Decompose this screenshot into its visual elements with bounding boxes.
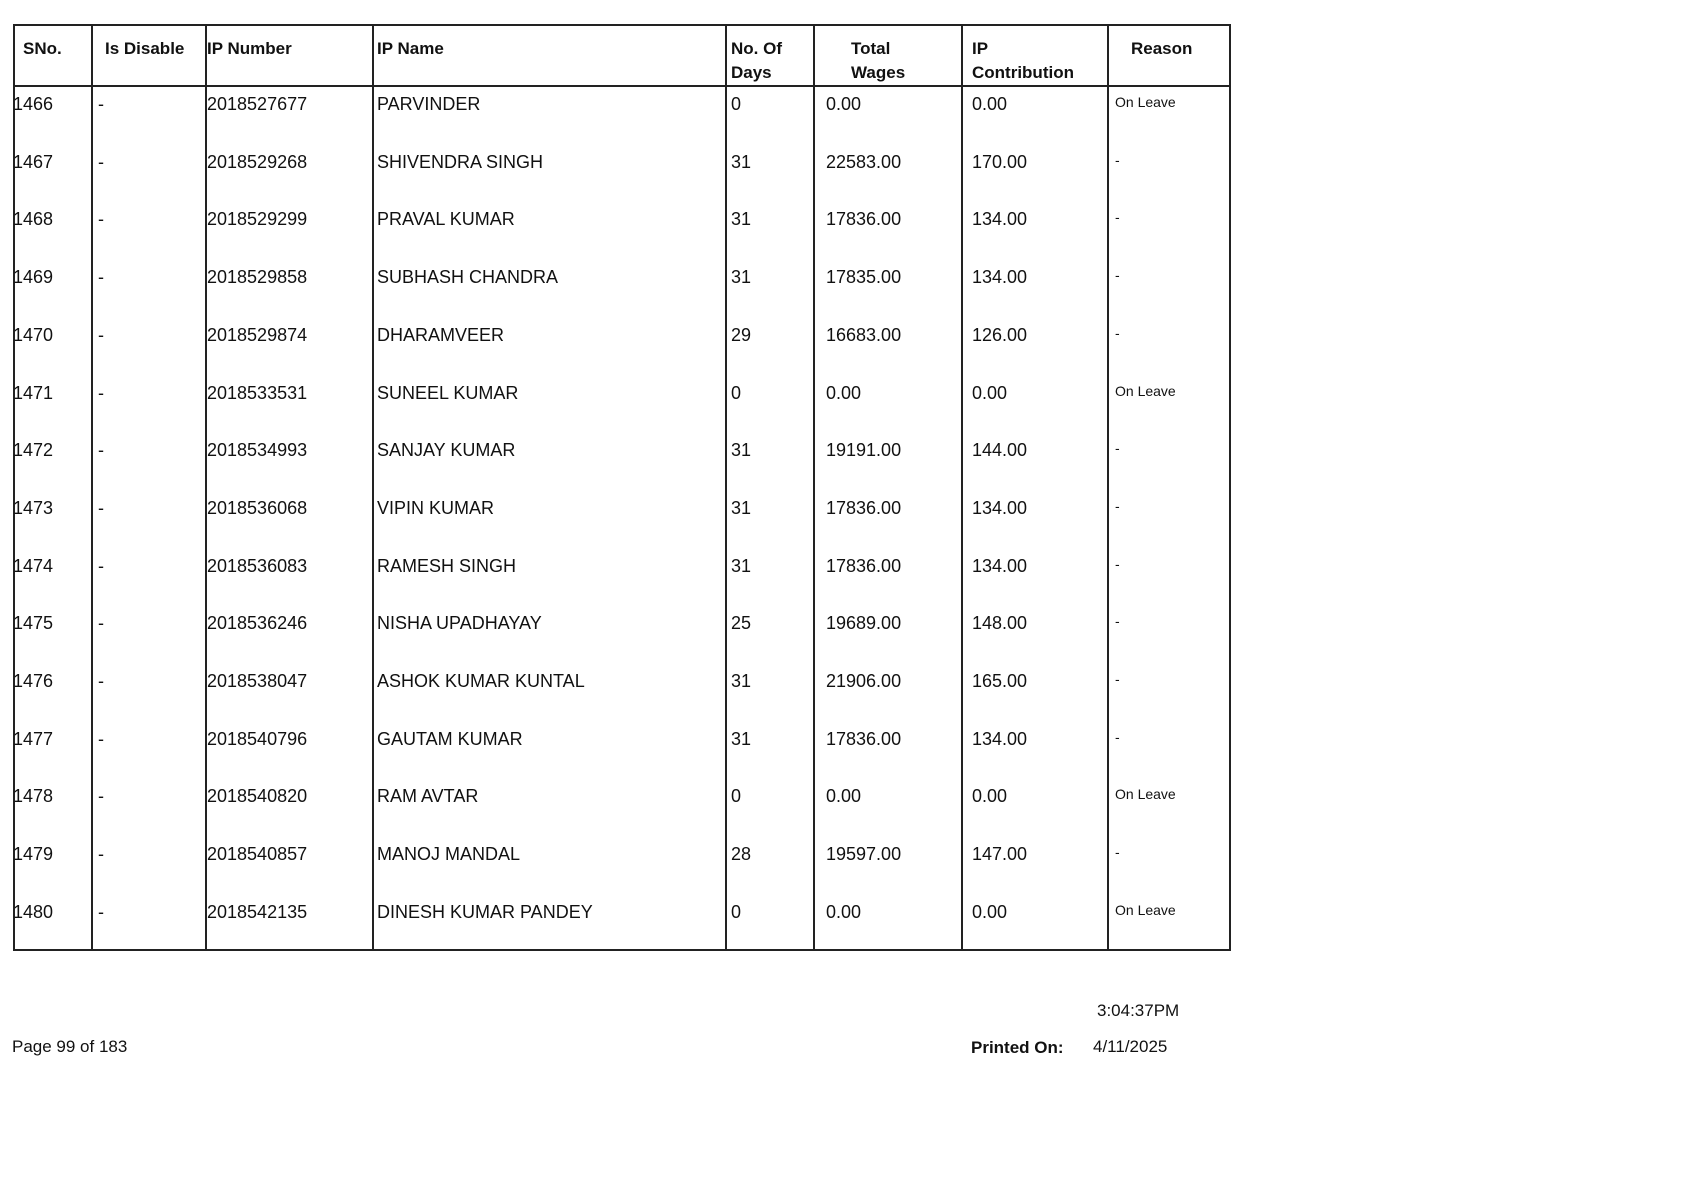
cell-is-disable: -	[98, 324, 104, 345]
header-ip-number: IP Number	[207, 39, 292, 58]
cell-is-disable: -	[98, 786, 104, 807]
cell-wages: 0.00	[826, 901, 862, 922]
header-contribution-line2: Contribution	[972, 63, 1074, 82]
table-row	[15, 318, 1229, 376]
table-row	[15, 433, 1229, 491]
table-row	[15, 549, 1229, 607]
cell-reason: -	[1115, 151, 1120, 168]
cell-ip-number: 2018529874	[207, 324, 308, 345]
cell-ip-number: 2018542135	[207, 901, 308, 922]
cell-sno: 1472	[13, 440, 54, 461]
cell-is-disable: -	[98, 382, 104, 403]
table-row	[15, 779, 1229, 837]
cell-days: 0	[731, 901, 742, 922]
cell-reason: On Leave	[1115, 382, 1176, 399]
cell-ip-name: RAM AVTAR	[377, 786, 479, 807]
cell-sno: 1480	[13, 901, 54, 922]
cell-sno: 1467	[13, 151, 54, 172]
table-row	[15, 376, 1229, 434]
cell-days: 0	[731, 786, 742, 807]
cell-reason: -	[1115, 671, 1120, 687]
cell-ip-number: 2018529268	[207, 151, 308, 172]
cell-is-disable: -	[98, 901, 104, 922]
cell-reason: -	[1115, 324, 1120, 341]
cell-ip-number: 2018540796	[207, 728, 308, 749]
cell-is-disable: -	[98, 151, 104, 172]
cell-sno: 1469	[13, 267, 54, 288]
cell-is-disable: -	[98, 671, 104, 691]
cell-sno: 1478	[13, 786, 54, 807]
cell-days: 31	[731, 151, 752, 172]
printed-date: 4/11/2025	[1093, 1037, 1168, 1056]
cell-contribution: 126.00	[972, 324, 1028, 345]
cell-is-disable: -	[98, 209, 104, 230]
table-row	[15, 87, 1229, 145]
printed-on-label: Printed On:	[971, 1038, 1064, 1057]
cell-days: 25	[731, 613, 752, 634]
cell-ip-number: 2018540820	[207, 786, 308, 807]
cell-reason: On Leave	[1115, 901, 1176, 918]
table-row	[15, 145, 1229, 203]
cell-ip-name: DINESH KUMAR PANDEY	[377, 901, 593, 922]
cell-reason: -	[1115, 613, 1120, 630]
cell-ip-number: 2018536246	[207, 613, 308, 634]
cell-days: 0	[731, 94, 742, 114]
header-days-line2: Days	[731, 63, 772, 82]
cell-ip-name: ASHOK KUMAR KUNTAL	[377, 671, 585, 691]
cell-ip-name: NISHA UPADHAYAY	[377, 613, 542, 634]
cell-is-disable: -	[98, 728, 104, 749]
table-row	[15, 895, 1229, 953]
printed-time: 3:04:37PM	[1097, 1001, 1180, 1020]
cell-contribution: 134.00	[972, 497, 1028, 518]
cell-ip-name: VIPIN KUMAR	[377, 497, 495, 518]
cell-contribution: 165.00	[972, 671, 1028, 691]
cell-ip-name: SUBHASH CHANDRA	[377, 267, 559, 288]
cell-contribution: 0.00	[972, 786, 1008, 807]
cell-ip-name: SUNEEL KUMAR	[377, 382, 519, 403]
cell-wages: 17836.00	[826, 728, 902, 749]
header-is-disable: Is Disable	[105, 39, 185, 58]
cell-sno: 1470	[13, 324, 54, 345]
table-row	[15, 722, 1229, 780]
cell-sno: 1475	[13, 613, 54, 634]
table-row	[15, 491, 1229, 549]
cell-is-disable: -	[98, 844, 104, 865]
table-row	[15, 260, 1229, 318]
cell-reason: -	[1115, 497, 1120, 514]
header-sno: SNo.	[23, 39, 62, 58]
page-indicator: Page 99 of 183	[12, 1037, 128, 1056]
cell-days: 31	[731, 209, 752, 230]
cell-reason: -	[1115, 440, 1120, 457]
cell-wages: 17836.00	[826, 497, 902, 518]
cell-wages: 21906.00	[826, 671, 902, 691]
cell-wages: 22583.00	[826, 151, 902, 172]
cell-days: 31	[731, 671, 752, 691]
cell-reason: -	[1115, 555, 1120, 572]
cell-days: 31	[731, 440, 752, 461]
cell-ip-number: 2018529299	[207, 209, 308, 230]
cell-days: 0	[731, 382, 742, 403]
header-contribution-line1: IP	[972, 39, 989, 58]
table-row	[15, 837, 1229, 895]
cell-contribution: 0.00	[972, 382, 1008, 403]
cell-ip-name: DHARAMVEER	[377, 324, 505, 345]
header-wages-line2: Wages	[851, 63, 906, 82]
cell-ip-number: 2018533531	[207, 382, 308, 403]
cell-reason: -	[1115, 209, 1120, 226]
cell-ip-number: 2018536083	[207, 555, 308, 576]
cell-days: 28	[731, 844, 752, 865]
cell-is-disable: -	[98, 267, 104, 288]
cell-wages: 19191.00	[826, 440, 902, 461]
contribution-table	[13, 24, 1231, 951]
cell-ip-name: PARVINDER	[377, 94, 481, 114]
cell-ip-name: SANJAY KUMAR	[377, 440, 516, 461]
cell-ip-number: 2018529858	[207, 267, 308, 288]
cell-wages: 16683.00	[826, 324, 902, 345]
cell-sno: 1473	[13, 497, 54, 518]
cell-contribution: 147.00	[972, 844, 1028, 865]
cell-is-disable: -	[98, 555, 104, 576]
header-reason: Reason	[1131, 39, 1193, 58]
table-row	[15, 664, 1229, 722]
cell-is-disable: -	[98, 94, 104, 114]
cell-is-disable: -	[98, 440, 104, 461]
cell-wages: 0.00	[826, 94, 862, 114]
cell-reason: On Leave	[1115, 94, 1176, 110]
cell-days: 31	[731, 267, 752, 288]
cell-days: 29	[731, 324, 752, 345]
header-days-line1: No. Of	[731, 39, 782, 58]
cell-ip-number: 2018527677	[207, 94, 308, 114]
cell-is-disable: -	[98, 613, 104, 634]
cell-reason: On Leave	[1115, 786, 1176, 803]
header-wages-line1: Total	[851, 39, 891, 58]
cell-wages: 0.00	[826, 382, 862, 403]
cell-reason: -	[1115, 267, 1120, 284]
cell-days: 31	[731, 497, 752, 518]
cell-wages: 0.00	[826, 786, 862, 807]
cell-contribution: 134.00	[972, 728, 1028, 749]
cell-contribution: 0.00	[972, 94, 1008, 114]
cell-wages: 17836.00	[826, 555, 902, 576]
table-row	[15, 202, 1229, 260]
cell-sno: 1479	[13, 844, 54, 865]
cell-contribution: 134.00	[972, 555, 1028, 576]
cell-contribution: 170.00	[972, 151, 1028, 172]
cell-ip-number: 2018538047	[207, 671, 308, 691]
cell-ip-name: MANOJ MANDAL	[377, 844, 521, 865]
cell-ip-number: 2018534993	[207, 440, 308, 461]
cell-contribution: 0.00	[972, 901, 1008, 922]
cell-ip-name: RAMESH SINGH	[377, 555, 517, 576]
cell-wages: 17835.00	[826, 267, 902, 288]
cell-contribution: 144.00	[972, 440, 1028, 461]
cell-sno: 1468	[13, 209, 54, 230]
cell-days: 31	[731, 728, 752, 749]
header-days	[731, 37, 782, 85]
cell-contribution: 134.00	[972, 209, 1028, 230]
cell-days: 31	[731, 555, 752, 576]
cell-ip-number: 2018540857	[207, 844, 308, 865]
cell-wages: 19689.00	[826, 613, 902, 634]
cell-sno: 1471	[13, 382, 54, 403]
cell-sno: 1474	[13, 555, 54, 576]
cell-is-disable: -	[98, 497, 104, 518]
cell-wages: 19597.00	[826, 844, 902, 865]
cell-sno: 1477	[13, 728, 54, 749]
cell-reason: -	[1115, 728, 1120, 745]
cell-reason: -	[1115, 844, 1120, 861]
cell-sno: 1466	[13, 94, 54, 114]
cell-sno: 1476	[13, 671, 54, 691]
header-wages	[851, 37, 905, 85]
header-contribution	[972, 37, 1074, 85]
cell-wages: 17836.00	[826, 209, 902, 230]
cell-contribution: 148.00	[972, 613, 1028, 634]
cell-ip-name: SHIVENDRA SINGH	[377, 151, 544, 172]
header-ip-name: IP Name	[377, 39, 444, 58]
cell-ip-number: 2018536068	[207, 497, 308, 518]
cell-contribution: 134.00	[972, 267, 1028, 288]
cell-ip-name: PRAVAL KUMAR	[377, 209, 515, 230]
table-row	[15, 606, 1229, 664]
cell-ip-name: GAUTAM KUMAR	[377, 728, 523, 749]
